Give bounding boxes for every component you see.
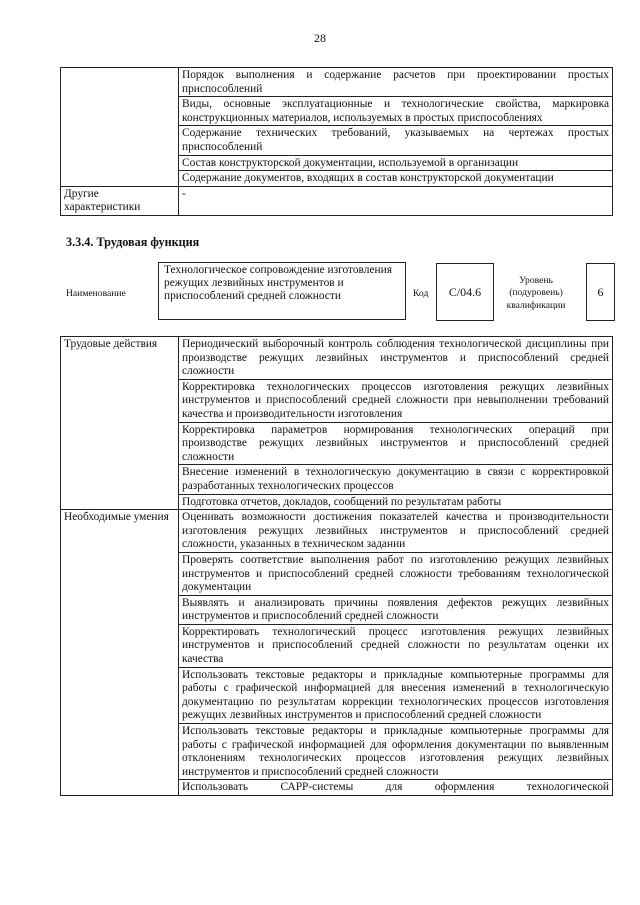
code-label: Код (413, 288, 429, 299)
table-row (61, 510, 613, 553)
knowledge-item: Содержание технических требований, указываемых на чертежах простых приспособлений (179, 126, 613, 155)
table-row (61, 337, 613, 380)
skill-item: Проверять соответствие выполнения работ по изготовлению режущих лезвийных инструментов и приспособлений средней сложности требованиям технологической документации (179, 552, 613, 595)
other-characteristics-label: Другие характеристики (61, 186, 179, 215)
knowledge-item: Виды, основные эксплуатационные и технологические свойства, маркировка конструкционных материалов, используемых в простых приспособлениях (179, 97, 613, 126)
labor-action-item: Корректировка технологических процессов изготовления режущих лезвийных инструментов и приспособлений средней сложности при невыполнении требований качества и производительности изготовления (179, 379, 613, 422)
function-code-value: С/04.6 (448, 284, 482, 299)
table-row (61, 68, 613, 97)
continued-label-cell (61, 68, 179, 187)
knowledge-item: Содержание документов, входящих в состав конструкторской документации (179, 171, 613, 187)
knowledge-item: Состав конструкторской документации, используемой в организации (179, 155, 613, 171)
skill-item: Использовать текстовые редакторы и прикладные компьютерные программы для работы с графической информацией для оформления документации по выявленным отклонениям технологических процессов изготовления режущих лезвийных инструментов и приспособлений средней сложности (179, 724, 613, 780)
knowledge-table (60, 67, 613, 216)
name-label: Наименование (66, 288, 126, 299)
labor-actions-label: Трудовые действия (61, 337, 179, 510)
function-code-box (436, 263, 494, 321)
labor-action-item: Внесение изменений в технологическую документацию в связи с корректировкой разработанных технологических процессов (179, 465, 613, 494)
qualification-level-label: Уровень (подуровень) квалификации (506, 275, 566, 311)
function-details-table (60, 336, 613, 796)
other-characteristics-value: - (179, 186, 613, 215)
skill-item: Использовать текстовые редакторы и прикладные компьютерные программы для работы с графической информацией для внесения изменений в технологическую документацию по результатам коррекции технологических процессов изготовления режущих лезвийных инструментов и приспособлений средней сложности (179, 667, 613, 723)
section-title: 3.3.4. Трудовая функция (66, 235, 200, 249)
labor-action-item: Периодический выборочный контроль соблюдения технологической дисциплины при производстве режущих лезвийных инструментов и приспособлений средней сложности (179, 337, 613, 380)
qualification-level-box (586, 263, 615, 321)
required-skills-label: Необходимые умения (61, 510, 179, 796)
qualification-level-value: 6 (597, 284, 604, 299)
skill-item: Корректировать технологический процесс изготовления режущих лезвийных инструментов и приспособлений средней сложности по результатам оценки их качества (179, 624, 613, 667)
function-name-box: Технологическое сопровождение изготовления режущих лезвийных инструментов и приспособлений средней сложности (158, 262, 406, 320)
labor-action-item: Корректировка параметров нормирования технологических операций при производстве режущих лезвийных инструментов и приспособлений средней сложности (179, 422, 613, 465)
skill-item: Оценивать возможности достижения показателей качества и производительности изготовления режущих лезвийных инструментов и приспособлений средней сложности, указанных в техническом задании (179, 510, 613, 553)
page-number: 28 (314, 31, 326, 45)
skill-item: Использовать САРР-системы для оформления технологической (179, 780, 613, 796)
table-row (61, 186, 613, 215)
knowledge-item: Порядок выполнения и содержание расчетов при проектировании простых приспособлений (179, 68, 613, 97)
labor-action-item: Подготовка отчетов, докладов, сообщений по результатам работы (179, 494, 613, 510)
skill-item: Выявлять и анализировать причины появления дефектов режущих лезвийных инструментов и приспособлений средней сложности (179, 595, 613, 624)
